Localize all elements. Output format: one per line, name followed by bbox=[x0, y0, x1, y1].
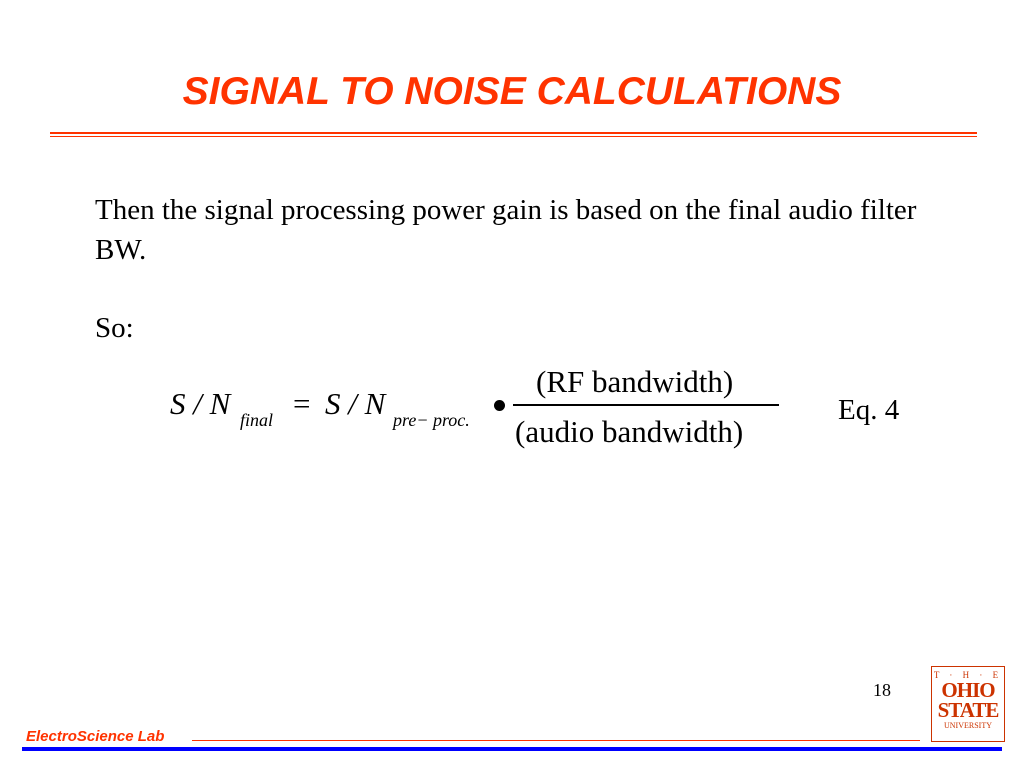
slide-title: SIGNAL TO NOISE CALCULATIONS bbox=[182, 70, 842, 113]
logo-university: UNIVERSITY bbox=[944, 721, 992, 730]
fraction-bar bbox=[513, 404, 779, 406]
so-label: So: bbox=[95, 312, 134, 344]
page-number: 18 bbox=[873, 680, 891, 700]
lhs-sn: S / N bbox=[170, 386, 231, 421]
logo-ohio: OHIO bbox=[941, 678, 995, 702]
body-paragraph: Then the signal processing power gain is based on the final audio filter BW. bbox=[95, 194, 917, 266]
logo-the: T · H · E bbox=[933, 670, 1003, 680]
equals-sign: = bbox=[293, 386, 311, 421]
rhs-subscript: pre− proc. bbox=[393, 410, 470, 430]
rhs-sn: S / N bbox=[325, 386, 386, 421]
title-divider-secondary bbox=[50, 136, 977, 137]
equation-label: Eq. 4 bbox=[838, 394, 900, 426]
title-divider bbox=[50, 132, 977, 134]
fraction-denominator: (audio bandwidth) bbox=[515, 414, 744, 449]
multiply-dot bbox=[494, 400, 505, 411]
lhs-subscript: final bbox=[240, 410, 274, 430]
footer-divider bbox=[192, 740, 920, 741]
fraction-numerator: (RF bandwidth) bbox=[536, 364, 734, 399]
footer-bar bbox=[22, 747, 1002, 751]
footer-lab-name: ElectroScience Lab bbox=[26, 728, 165, 745]
logo-state: STATE bbox=[937, 698, 999, 722]
ohio-state-logo bbox=[931, 666, 1005, 742]
